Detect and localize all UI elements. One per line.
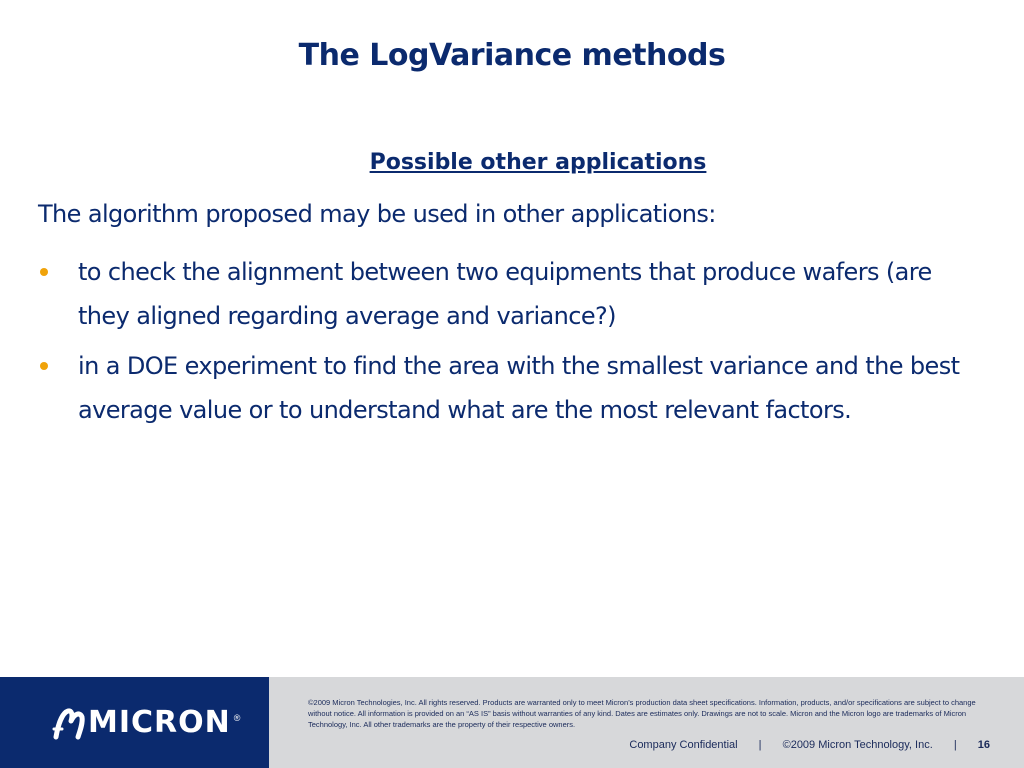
bullet-icon: [40, 362, 48, 370]
bullet-item: [38, 344, 968, 432]
confidential-label: Company Confidential: [629, 739, 738, 751]
bullet-text: in a DOE experiment to find the area with the smallest variance and the best average value or to understand what are the most relevant factors.: [78, 352, 960, 424]
slide-subtitle: Possible other applications: [369, 150, 707, 175]
footer-separator: |: [953, 739, 957, 751]
legal-disclaimer: ©2009 Micron Technologies, Inc. All rights reserved. Products are warranted only to meet Micron’s production data sheet specifications. Information, products, and/or specifications are subject to change without notice. All information is provided on an “AS IS” basis without warranties of any kind. Dates are estimates only. Drawings are not to scale. Micron and the Micron logo are trademarks of Micron Technology, Inc. All other trademarks are the property of their respective owners.: [308, 698, 976, 729]
footer-separator: |: [758, 739, 762, 751]
footer-bar: [629, 739, 990, 751]
page-number: 16: [977, 739, 990, 751]
logo-panel: [0, 677, 269, 768]
micron-logo-icon: [52, 703, 86, 743]
slide-title: The LogVariance methods: [298, 38, 726, 73]
logo-wordmark: MICRON: [88, 705, 231, 740]
bullet-text: to check the alignment between two equipments that produce wafers (are they aligned regarding average and variance?): [78, 258, 932, 330]
bullet-item: [38, 250, 968, 338]
registered-mark: ®: [233, 713, 241, 723]
bullet-list: [38, 250, 968, 438]
footer: [0, 677, 1024, 768]
micron-logo: [52, 703, 240, 743]
intro-text: The algorithm proposed may be used in other applications:: [38, 200, 716, 228]
copyright-label: ©2009 Micron Technology, Inc.: [782, 739, 933, 751]
bullet-icon: [40, 268, 48, 276]
